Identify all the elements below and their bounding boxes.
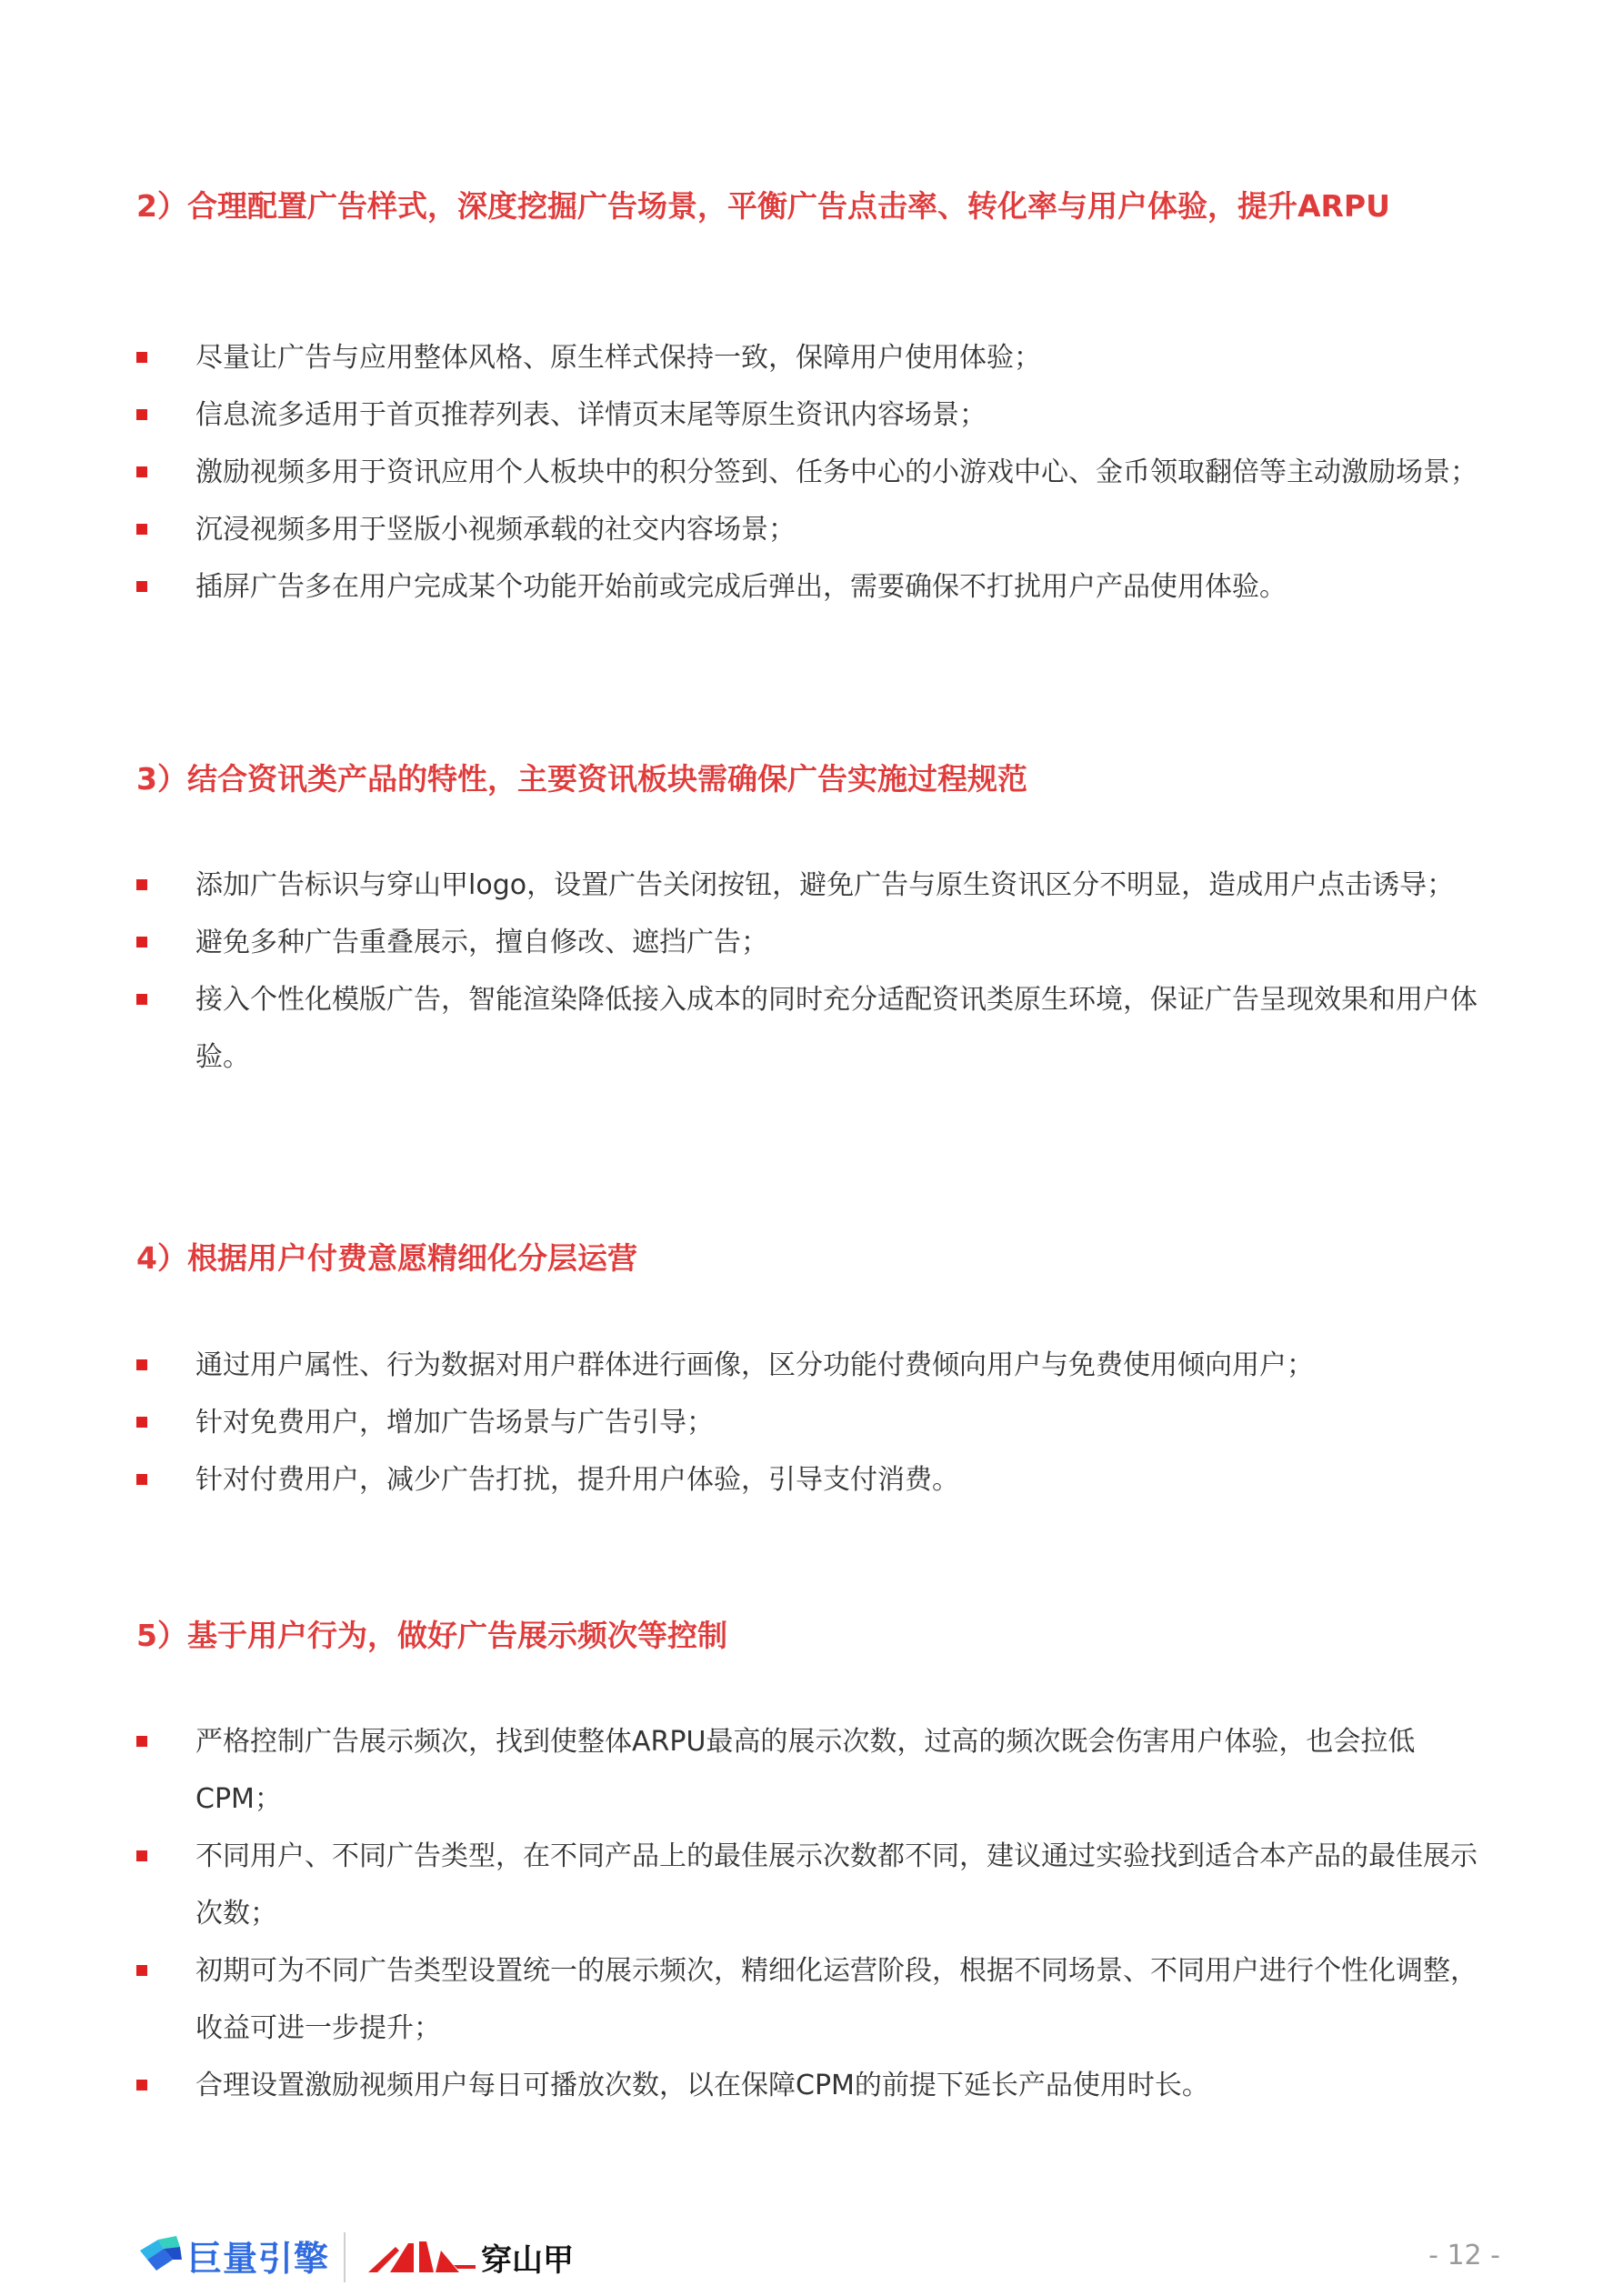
bullet-square-icon <box>136 466 147 477</box>
list-item: 接入个性化模版广告，智能渲染降低接入成本的同时充分适配资讯类原生环境，保证广告呈现效果和用户体验。 <box>136 971 1500 1086</box>
list-item: 合理设置激励视频用户每日可播放次数，以在保障CPM的前提下延长产品使用时长。 <box>136 2057 1500 2114</box>
bullet-square-icon <box>136 1474 147 1485</box>
oceanengine-logo-icon <box>136 2232 184 2278</box>
section-heading: 3）结合资讯类产品的特性，主要资讯板块需确保广告实施过程规范 <box>136 761 1027 797</box>
list-item: 尽量让广告与应用整体风格、原生样式保持一致，保障用户使用体验； <box>136 329 1500 386</box>
bullet-square-icon <box>136 937 147 947</box>
section-5 <box>136 1616 1500 2101</box>
list-item: 激励视频多用于资讯应用个人板块中的积分签到、任务中心的小游戏中心、金币领取翻倍等主动激励场景； <box>136 444 1500 501</box>
bullet-square-icon <box>136 1965 147 1976</box>
list-item: 严格控制广告展示频次，找到使整体ARPU最高的展示次数，过高的频次既会伤害用户体验，也会拉低CPM； <box>136 1713 1500 1828</box>
section-3 <box>136 759 1500 1073</box>
oceanengine-logo-text: 巨量引擎 <box>187 2238 330 2279</box>
bullet-square-icon <box>136 524 147 535</box>
pangle-logo <box>368 2234 574 2280</box>
bullet-list <box>136 329 1500 616</box>
bullet-square-icon <box>136 1417 147 1428</box>
bullet-square-icon <box>136 994 147 1005</box>
bullet-square-icon <box>136 1736 147 1747</box>
section-4 <box>136 1238 1500 1496</box>
list-item: 初期可为不同广告类型设置统一的展示频次，精细化运营阶段，根据不同场景、不同用户进行个性化调整，收益可进一步提升； <box>136 1942 1500 2057</box>
list-item: 针对付费用户，减少广告打扰，提升用户体验，引导支付消费。 <box>136 1451 1500 1509</box>
bullet-square-icon <box>136 1850 147 1861</box>
bullet-list <box>136 857 1500 1086</box>
list-item: 避免多种广告重叠展示，擅自修改、遮挡广告； <box>136 914 1500 971</box>
bullet-list <box>136 1713 1500 2114</box>
bullet-square-icon <box>136 352 147 363</box>
section-heading: 5）基于用户行为，做好广告展示频次等控制 <box>136 1618 727 1653</box>
bullet-square-icon <box>136 879 147 890</box>
pangle-logo-text: 穿山甲 <box>481 2241 574 2279</box>
list-item: 添加广告标识与穿山甲logo，设置广告关闭按钮，避免广告与原生资讯区分不明显，造成用户点击诱导； <box>136 857 1500 914</box>
list-item: 针对免费用户，增加广告场景与广告引导； <box>136 1394 1500 1451</box>
list-item: 不同用户、不同广告类型，在不同产品上的最佳展示次数都不同，建议通过实验找到适合本产品的最佳展示次数； <box>136 1828 1500 1942</box>
list-item: 沉浸视频多用于竖版小视频承载的社交内容场景； <box>136 501 1500 558</box>
bullet-square-icon <box>136 2080 147 2090</box>
section-heading: 2）合理配置广告样式，深度挖掘广告场景，平衡广告点击率、转化率与用户体验，提升ARPU <box>136 188 1390 224</box>
bullet-square-icon <box>136 409 147 420</box>
footer-divider <box>344 2232 346 2282</box>
section-heading: 4）根据用户付费意愿精细化分层运营 <box>136 1240 637 1276</box>
pangle-logo-icon <box>368 2238 477 2276</box>
section-2 <box>136 186 1500 603</box>
page-number: - 12 - <box>1428 2240 1500 2271</box>
oceanengine-logo <box>136 2232 329 2278</box>
page-footer <box>136 2232 1500 2296</box>
bullet-square-icon <box>136 581 147 592</box>
bullet-square-icon <box>136 1359 147 1370</box>
list-item: 插屏广告多在用户完成某个功能开始前或完成后弹出，需要确保不打扰用户产品使用体验。 <box>136 558 1500 616</box>
list-item: 通过用户属性、行为数据对用户群体进行画像，区分功能付费倾向用户与免费使用倾向用户； <box>136 1337 1500 1394</box>
list-item: 信息流多适用于首页推荐列表、详情页末尾等原生资讯内容场景； <box>136 386 1500 444</box>
bullet-list <box>136 1337 1500 1509</box>
